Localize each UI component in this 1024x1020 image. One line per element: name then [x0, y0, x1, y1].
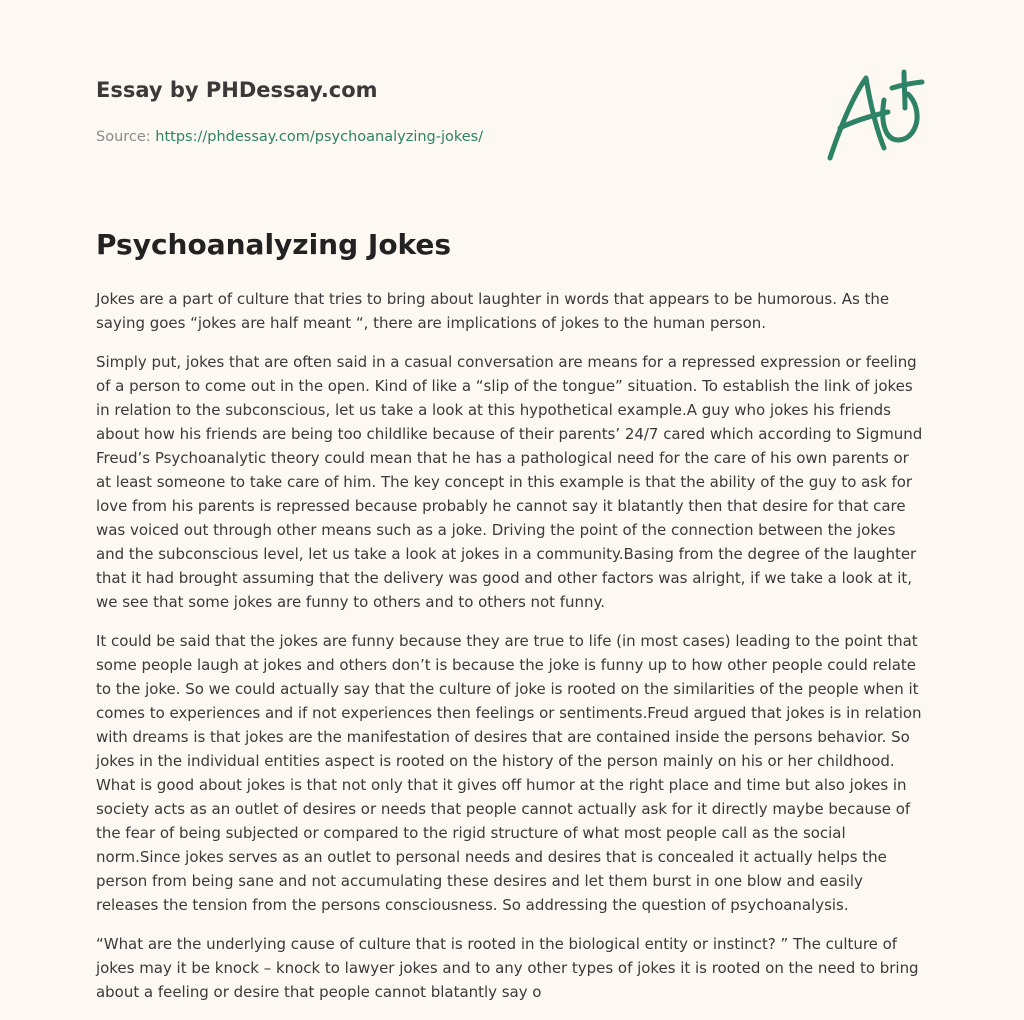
essay-header — [96, 75, 696, 147]
paragraph: “What are the underlying cause of culture that is rooted in the biological entity or instinct? ” The culture of jokes may it be knock – knock to lawyer jokes and to any other types of jokes it is rooted on the need to bring about a feeling or desire that people cannot blatantly say o — [96, 935, 919, 1001]
a-plus-grade-icon — [822, 66, 932, 166]
site-title: Essay by PHDessay.com — [96, 78, 378, 102]
source-label: Source: — [96, 129, 156, 145]
source-link[interactable]: https://phdessay.com/psychoanalyzing-jokes/ — [155, 129, 484, 145]
paragraph: Jokes are a part of culture that tries to bring about laughter in words that appears to be humorous. As the saying goes “jokes are half meant “, there are implications of jokes to the human person. — [96, 290, 890, 332]
page-title: Psychoanalyzing Jokes — [96, 228, 452, 261]
paragraph: Simply put, jokes that are often said in a casual conversation are means for a repressed expression or feeling of a person to come out in the open. Kind of like a “slip of the tongue” situation. To establish the link of jokes in relation to the subconscious, let us take a look at this hypothetical example.A guy who jokes his friends about how his friends are being too childlike because of their parents’ 24/7 cared which according to Sigmund Freud’s Psychoanalytic theory could mean that he has a pathological need for the care of his own parents or at least someone to take care of him. The key concept in this example is that the ability of the guy to ask for love from his parents is repressed because probably he cannot say it blatantly then that desire for that care was voiced out through other means such as a joke. Driving the point of the connection between the jokes and the subconscious level, let us take a look at jokes in a community.Basing from the degree of the laughter that it had brought assuming that the delivery was good and other factors was alright, if we take a look at it, we see that some jokes are funny to others and to others not funny. — [96, 353, 923, 611]
paragraph: It could be said that the jokes are funny because they are true to life (in most cases) leading to the point that some people laugh at jokes and others don’t is because the joke is funny up to how other people could relate to the joke. So we could actually say that the culture of joke is rooted on the similarities of the people when it comes to experiences and if not experiences then feelings or sentiments.Freud argued that jokes is in relation with dreams is that jokes are the manifestation of desires that are contained inside the persons behavior. So jokes in the individual entities aspect is rooted on the history of the person mainly on his or her childhood. What is good about jokes is that not only that it gives off humor at the right place and time but also jokes in society acts as an outlet of desires or needs that people cannot actually ask for it directly maybe because of the fear of being subjected or compared to the rigid structure of what most people call as the social norm.Since jokes serves as an outlet to personal needs and desires that is concealed it actually helps the person from being sane and not accumulating these desires and let them burst in one blow and easily releases the tension from the persons consciousness. So addressing the question of psychoanalysis. — [96, 632, 922, 914]
article-body — [96, 287, 928, 1004]
source-line — [96, 127, 696, 147]
article — [96, 225, 928, 1019]
